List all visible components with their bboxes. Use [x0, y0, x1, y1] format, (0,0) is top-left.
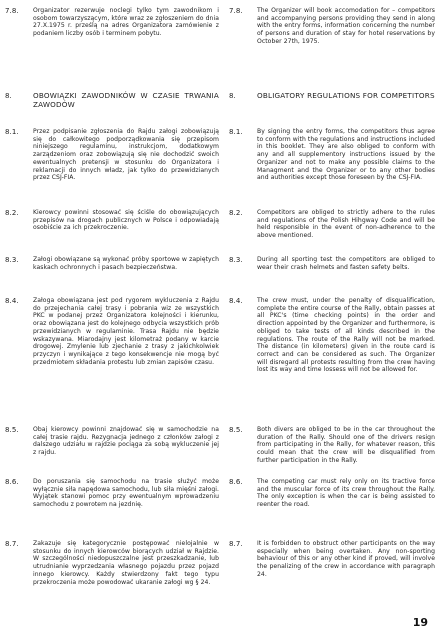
page-number: 19: [412, 616, 428, 629]
section-heading: OBOWIĄZKI ZAWODNIKÓW W CZASIE TRWANIA ZAWODÓW: [33, 91, 219, 109]
pl-section-8-heading: [5, 92, 219, 110]
section-text: During all sporting test the competitors are obliged to wear their crash helmets and fasten safety belts.: [257, 256, 435, 271]
section-number: 8.1.: [229, 128, 243, 136]
section-number: 8.5.: [229, 426, 243, 434]
section-number: 8.5.: [5, 426, 19, 434]
en-section-8-1: [229, 128, 435, 182]
section-text: Both divers are obliged to be in the car throughout the duration of the Rally. Should one of the drivers resign from participating in the Rally, for whatever reason, this could mean that the crew will be disqualified from further participation in the Rally.: [257, 426, 435, 464]
section-text: The competing car must rely only on its tractive force and the muscular force of its crew throughout the Rally. The only exception is when the car is being assisted to reenter the road.: [257, 478, 435, 509]
section-number: 8.7.: [229, 540, 243, 548]
section-number: 8.3.: [5, 256, 19, 264]
pl-section-8-5: [5, 426, 219, 457]
section-number: 8.7.: [5, 540, 19, 548]
section-text: Obaj kierowcy powinni znajdować się w samochodzie na całej trasie rajdu. Rezygnacja jednego z członków załogi z dalszego udziału w rajdzie pociąga za sobą wykluczenie jej z rajdu.: [33, 426, 219, 457]
en-section-8-7: [229, 540, 435, 579]
section-text: The Organizer will book accomodation for – competitors and accompanying persons providing they send in along with the entry forms, information concerning the number of persons and duration of stay for hotel reservations by October 27th, 1975.: [257, 7, 435, 45]
section-number: 8.1.: [5, 128, 19, 136]
pl-section-8-2: [5, 209, 219, 232]
section-text: Załogi obowiązane są wykonać próby sportowe w zapiętych kaskach ochronnych i pasach bezpieczeństwa.: [33, 256, 219, 271]
pl-section-8-3: [5, 256, 219, 271]
section-text: Przez podpisanie zgłoszenia do Rajdu załogi zobowiązują się do całkowitego podporządkowania się przepisom niniejszego regulaminu, instrukcjom, dodatkowym zarządzeniom oraz zobowiązują się nie dochodzić swoich ewentualnych pretensji w stosunku do Organizatora i reklamacji do innych władz, jak tylko do przewidzianych przez CSJ-FIA.: [33, 128, 219, 182]
section-text: Kierowcy powinni stosować się ściśle do obowiązujących przepisów na drogach publicznych w Polsce i odpowiadają osobiście za ich przekroczenie.: [33, 209, 219, 232]
section-number: 8.4.: [5, 297, 19, 305]
en-section-8-2: [229, 209, 435, 240]
pl-section-8-7: [5, 540, 219, 586]
en-section-7-8: [229, 7, 435, 46]
section-text: The crew must, under the penalty of disqualification, complete the entire course of the Rally, obtain passes at all PKC's (time checking points) in the order and direction appointed by the Organizer and furthermore, is obliged to take tests of all kinds described in the regulations. The route of the Rally will not be marked. The distance (in kilometers) given in the route card is correct and can be considered as such. The Organizer will disregard all protests resulting from the crew having lost its way and time lossess will not be allowed for.: [257, 297, 435, 374]
section-number: 8.3.: [229, 256, 243, 264]
section-text: By signing the entry forms, the competitors thus agree to conform with the regulations and instructions included in this booklet. They are also obliged to conform with any and all supplementory instructions issued by the Organizer and not to make any possible claims to the Managment and the Organizer or to any other bodies and authorities except those foreseen by the CSJ-FIA.: [257, 128, 435, 182]
section-text: Organizator rezerwuje noclegi tylko tym zawodnikom i osobom towarzyszącym, które wraz ze zgłoszeniem do dnia 27.X.1975 r. prześlą na adres Organizatora zamówienie z podaniem liczby osób i terminem pobytu.: [33, 7, 219, 38]
en-section-8-3: [229, 256, 435, 271]
section-text: Załoga obowiązana jest pod rygorem wykluczenia z Rajdu do przejechania całej trasy i pobrania wiz ze wszystkich PKC w podanej przez Organizatora kolejności i kierunku, oraz obowiązana jest do kolejnego odbycia wszystkich prób przewidzianych w regulaminie. Trasa Rajdu nie będzie wskazywana. Miarodajny jest kilometraż podany w karcie drogowej. Zmylenie lub zjechanie z trasy z jakichkolwiek przyczyn i wynikające z tego konsekwencje nie mogą być przedmiotem składania protestu lub zmian zapisów czasu.: [33, 297, 219, 366]
section-number: 8.6.: [229, 478, 243, 486]
section-text: It is forbidden to obstruct other participants on the way especially when being overtaken. Any non-sporting behaviour of this or any other kind if proved, will involve the penalizing of the crew in accordance with paragraph 24.: [257, 540, 435, 578]
section-text: Do poruszania się samochodu na trasie służyć może wyłącznie siła napędowa samochodu, lub siła mięśni załogi. Wyjątek stanowi pomoc przy ewentualnym wprowadzeniu samochodu z powrotem na jezdnię.: [33, 478, 219, 509]
section-number: 7.8.: [5, 7, 19, 15]
section-number: 7.8.: [229, 7, 243, 15]
section-number: 8.2.: [5, 209, 19, 217]
pl-section-8-1: [5, 128, 219, 182]
section-number: 8.4.: [229, 297, 243, 305]
en-section-8-4: [229, 297, 435, 374]
section-number: 8.: [5, 92, 12, 100]
en-section-8-heading: [229, 92, 435, 101]
section-heading: OBLIGATORY REGULATIONS FOR COMPETITORS: [257, 91, 435, 100]
en-section-8-6: [229, 478, 435, 509]
section-number: 8.6.: [5, 478, 19, 486]
pl-section-8-6: [5, 478, 219, 509]
en-section-8-5: [229, 426, 435, 465]
section-number: 8.: [229, 92, 236, 100]
section-number: 8.2.: [229, 209, 243, 217]
pl-section-7-8: [5, 7, 219, 38]
pl-section-8-4: [5, 297, 219, 366]
section-text: Competitors are obliged to strictly adhere to the rules and regulations of the Polish Hihgway Code and will be held responsible in the event of non-adherence to the above mentioned.: [257, 209, 435, 240]
section-text: Zakazuje się kategorycznie postępować nielojalnie w stosunku do innych kierowców biorących udział w Rajdzie. W szczególności niedopuszczalne jest przeszkadzanie, lub utrudnianie wyprzedzania własnego pojazdu przez pojazd innego kierowcy. Każdy stwierdzony fakt tego typu przekroczenia może powodować ukaranie załogi wg § 24.: [33, 540, 219, 586]
